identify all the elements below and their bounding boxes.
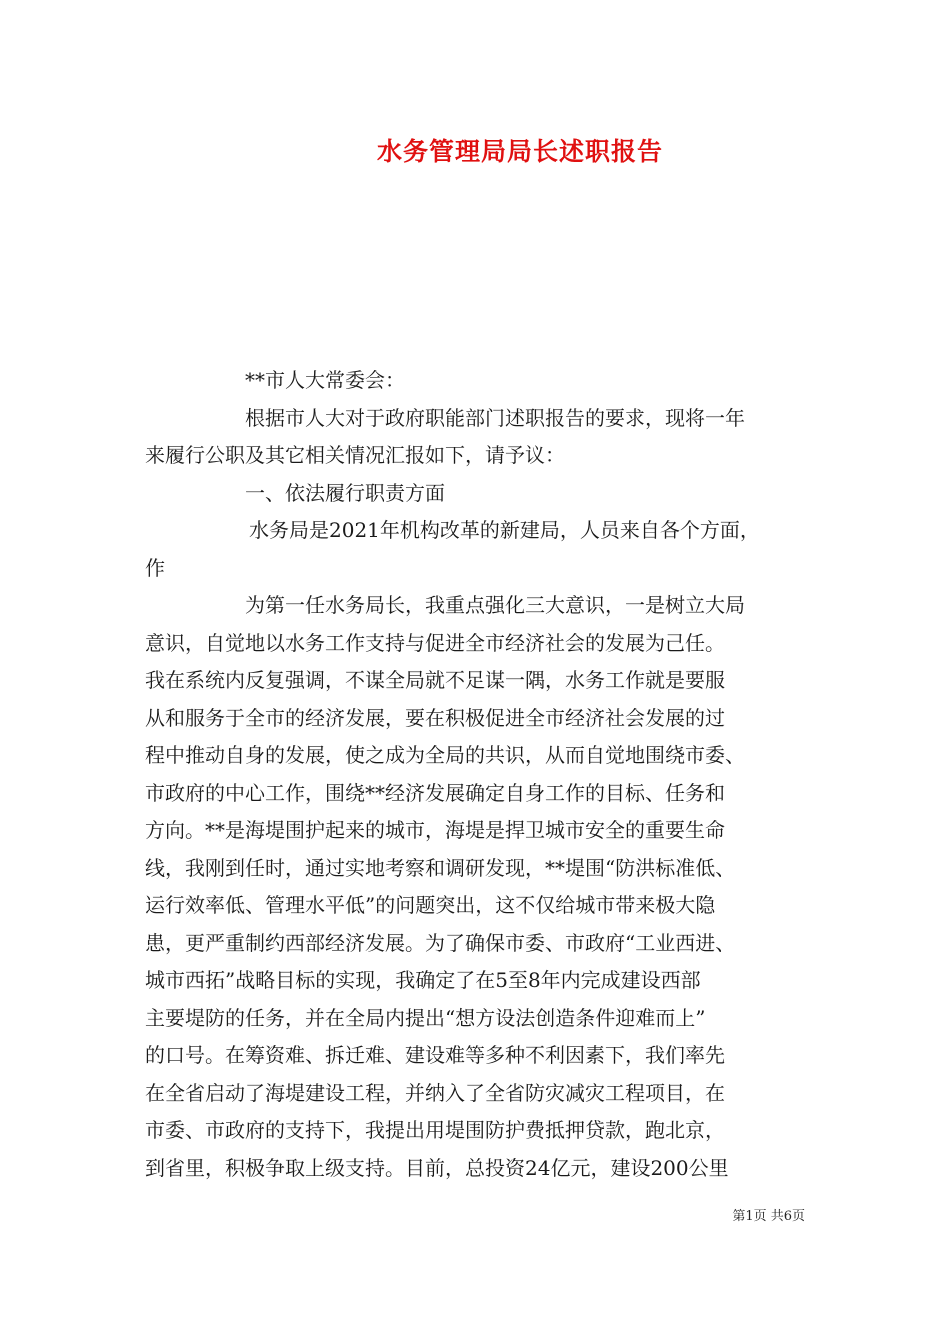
- paragraph-line: 线，我刚到任时，通过实地考察和调研发现，**堤围“防洪标准低、: [145, 855, 736, 880]
- paragraph-line: 为第一任水务局长，我重点强化三大意识，一是树立大局: [245, 593, 745, 617]
- page-number: 第1页 共6页: [732, 1209, 805, 1224]
- paragraph-line: 根据市人大对于政府职能部门述职报告的要求，现将一年: [245, 405, 745, 430]
- section-heading: 一、依法履行职责方面: [245, 480, 445, 505]
- paragraph-line: 的口号。在筹资难、拆迁难、建设难等多种不利因素下，我们率先: [145, 1043, 725, 1067]
- document-title: 水务管理局局长述职报告: [376, 137, 663, 166]
- paragraph-line: 到省里，积极争取上级支持。目前，总投资24亿元，建设200公里: [145, 1155, 729, 1180]
- paragraph-line: 意识，自觉地以水务工作支持与促进全市经济社会的发展为己任。: [145, 630, 725, 655]
- document-body: [145, 362, 815, 1187]
- paragraph-line: 在全省启动了海堤建设工程，并纳入了全省防灾减灾工程项目，在: [145, 1080, 725, 1105]
- paragraph-line: 作: [145, 555, 165, 580]
- paragraph-line: 水务局是2021年机构改革的新建局，人员来自各个方面，: [249, 518, 760, 542]
- paragraph-line: 患，更严重制约西部经济发展。为了确保市委、市政府“工业西进、: [145, 930, 736, 955]
- paragraph-line: 来履行公职及其它相关情况汇报如下，请予议：: [145, 443, 565, 467]
- paragraph-line: 运行效率低、管理水平低”的问题突出，这不仅给城市带来极大隐: [145, 893, 716, 917]
- paragraph-line: 城市西拓”战略目标的实现，我确定了在5至8年内完成建设西部: [145, 968, 701, 992]
- salutation-line: **市人大常委会：: [245, 368, 405, 392]
- paragraph-line: 我在系统内反复强调，不谋全局就不足谋一隅，水务工作就是要服: [145, 668, 725, 692]
- paragraph-line: 程中推动自身的发展，使之成为全局的共识，从而自觉地围绕市委、: [145, 743, 745, 767]
- paragraph-line: 主要堤防的任务，并在全局内提出“想方设法创造条件迎难而上”: [145, 1005, 706, 1030]
- paragraph-line: 方向。**是海堤围护起来的城市，海堤是捍卫城市安全的重要生命: [145, 818, 725, 842]
- paragraph-line: 市政府的中心工作，围绕**经济发展确定自身工作的目标、任务和: [145, 780, 725, 805]
- paragraph-line: 市委、市政府的支持下，我提出用堤围防护费抵押贷款，跑北京，: [145, 1118, 725, 1142]
- paragraph-line: 从和服务于全市的经济发展，要在积极促进全市经济社会发展的过: [145, 705, 725, 730]
